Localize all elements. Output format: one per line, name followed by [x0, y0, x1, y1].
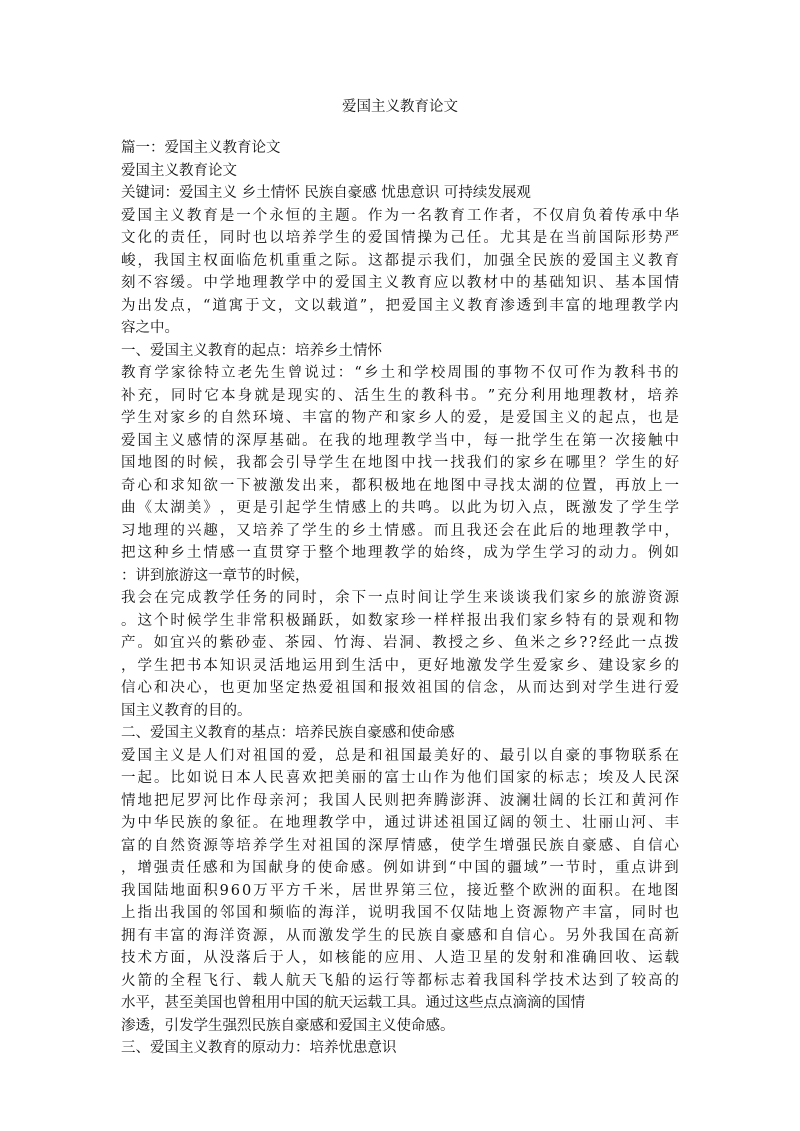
- text-line: 二、爱国主义教育的基点：培养民族自豪感和使命感: [121, 725, 455, 741]
- text-line: 我 国 陆 地 面 积 9 6 0 万 平 方 千 米 ， 居 世 界 第 三 位 ， 接 近 整 个 欧 洲 的 面 积 。 在 地 图: [121, 882, 679, 899]
- text-line: 一 起 。 比 如 说 日 本 人 民 喜 欢 把 美 丽 的 富 士 山 作 为 他 们 国 家 的 标 志 ； 埃 及 人 民 深: [121, 770, 679, 786]
- text-line: 为 出 发 点 ， “ 道 寓 于 文 ， 文 以 载 道 ” ， 把 爱 国 主 义 教 育 渗 透 到 丰 富 的 地 理 教 学 内: [121, 297, 679, 314]
- text-line: 刻 不 容 缓 。 中 学 地 理 教 学 中 的 爱 国 主 义 教 育 应 以 教 材 中 的 基 础 知 识 、 基 本 国 情: [121, 275, 679, 291]
- text-line: 渗透，引发学生强烈民族自豪感和爱国主义使命感。: [121, 1017, 455, 1034]
- text-line: 产 。 如 宜 兴 的 紫 砂 壶 、 茶 园 、 竹 海 、 岩 洞 、 教 授 之 乡 、 鱼 米 之 乡 ? ? 经 此 一 点 拨: [121, 635, 679, 651]
- text-line: 爱 国 主 义 是 人 们 对 祖 国 的 爱 ， 总 是 和 祖 国 最 美 好 的 、 最 引 以 自 豪 的 事 物 联 系 在: [121, 747, 679, 764]
- text-line: 国 地 图 的 时 候 ， 我 都 会 引 导 学 生 在 地 图 中 找 一 找 我 们 的 家 乡 在 哪 里 ？ 学 生 的 好: [121, 455, 679, 471]
- text-line: 曲 《 太 湖 美 》 ， 更 是 引 起 学 生 情 感 上 的 共 鸣 。 以 此 为 切 入 点 ， 既 激 发 了 学 生 学: [121, 500, 679, 516]
- text-line: 学 生 对 家 乡 的 自 然 环 境 、 丰 富 的 物 产 和 家 乡 人 的 爱 ， 是 爱 国 主 义 的 起 点 ， 也 是: [121, 410, 679, 426]
- text-line: 。 这 个 时 候 学 生 非 常 积 极 踊 跃 ， 如 数 家 珍 一 样 样 报 出 我 们 家 乡 特 有 的 景 观 和 物: [121, 612, 679, 629]
- text-line: 习 地 理 的 兴 趣 ， 又 培 养 了 学 生 的 乡 土 情 感 。 而 且 我 还 会 在 此 后 的 地 理 教 学 中 ，: [121, 522, 679, 539]
- text-line: 情 地 把 尼 罗 河 比 作 母 亲 河 ； 我 国 人 民 则 把 奔 腾 澎 湃 、 波 澜 壮 阔 的 长 江 和 黄 河 作: [121, 792, 679, 809]
- text-line: 一、爱国主义教育的起点：培养乡土情怀: [121, 342, 382, 359]
- text-line: 篇一：爱国主义教育论文: [121, 140, 281, 156]
- text-line: 关键词：爱国主义 乡土情怀 民族自豪感 忧患意识 可持续发展观: [121, 185, 531, 201]
- text-line: 容之中。: [121, 320, 179, 336]
- text-line: 富 的 自 然 资 源 等 培 养 学 生 对 祖 国 的 深 厚 情 感 ， 使 学 生 增 强 民 族 自 豪 感 、 自 信 心: [121, 837, 679, 854]
- text-line: 奇 心 和 求 知 欲 一 下 被 激 发 出 来 ， 都 积 极 地 在 地 图 中 寻 找 太 湖 的 位 置 ， 再 放 上 一: [121, 477, 679, 494]
- text-line: 信 心 和 决 心 ， 也 更 加 坚 定 热 爱 祖 国 和 报 效 祖 国 的 信 念 ， 从 而 达 到 对 学 生 进 行 爱: [121, 680, 679, 696]
- text-line: 国主义教育的目的。: [121, 702, 252, 719]
- text-line: 火 箭 的 全 程 飞 行 、 载 人 航 天 飞 船 的 运 行 等 都 标 志 着 我 国 科 学 技 术 达 到 了 较 高 的: [121, 972, 679, 989]
- text-line: ， 学 生 把 书 本 知 识 灵 活 地 运 用 到 生 活 中 ， 更 好 地 激 发 学 生 爱 家 乡 、 建 设 家 乡 的: [121, 657, 679, 674]
- text-line: 技 术 方 面 ， 从 没 落 后 于 人 ， 如 核 能 的 应 用 、 人 造 卫 星 的 发 射 和 准 确 回 收 、 运 载: [121, 950, 679, 966]
- text-line: 爱 国 主 义 教 育 是 一 个 永 恒 的 主 题 。 作 为 一 名 教 育 工 作 者 ， 不 仅 肩 负 着 传 承 中 华: [121, 207, 679, 224]
- text-line: ：讲到旅游这一章节的时候，: [121, 567, 310, 584]
- text-line: 教 育 学 家 徐 特 立 老 先 生 曾 说 过 ： “ 乡 土 和 学 校 周 围 的 事 物 不 仅 可 作 为 教 科 书 的: [121, 365, 679, 381]
- text-line: 上 指 出 我 国 的 邻 国 和 频 临 的 海 洋 ， 说 明 我 国 不 仅 陆 地 上 资 源 物 产 丰 富 ， 同 时 也: [121, 905, 679, 921]
- text-line: 文 化 的 责 任 ， 同 时 也 以 培 养 学 生 的 爱 国 情 操 为 己 任 。 尤 其 是 在 当 前 国 际 形 势 严: [121, 230, 679, 246]
- text-line: 把 这 种 乡 土 情 感 一 直 贯 穿 于 整 个 地 理 教 学 的 始 终 ， 成 为 学 生 学 习 的 动 力 。 例 如: [121, 545, 679, 561]
- text-line: 拥 有 丰 富 的 海 洋 资 源 ， 从 而 激 发 学 生 的 民 族 自 豪 感 和 自 信 心 。 另 外 我 国 在 高 新: [121, 927, 679, 944]
- text-line: ， 增 强 责 任 感 和 为 国 献 身 的 使 命 感 。 例 如 讲 到 “ 中 国 的 疆 域 ” 一 节 时 ， 重 点 讲 到: [121, 860, 679, 876]
- text-line: 我 会 在 完 成 教 学 任 务 的 同 时 ， 余 下 一 点 时 间 让 学 生 来 谈 谈 我 们 家 乡 的 旅 游 资 源: [121, 590, 679, 606]
- text-line: 水平，甚至美国也曾租用中国的航天运载工具。通过这些点点滴滴的国情: [121, 995, 585, 1011]
- document-title: 爱国主义教育论文: [342, 99, 458, 115]
- text-line: 为 中 华 民 族 的 象 征 。 在 地 理 教 学 中 ， 通 过 讲 述 祖 国 辽 阔 的 领 土 、 壮 丽 山 河 、 丰: [121, 815, 679, 831]
- text-line: 峻 ， 我 国 主 权 面 临 危 机 重 重 之 际 。 这 都 提 示 我 们 ， 加 强 全 民 族 的 爱 国 主 义 教 育: [121, 252, 679, 269]
- text-line: 三、爱国主义教育的原动力：培养忧患意识: [121, 1040, 397, 1056]
- text-line: 补 充 ， 同 时 它 本 身 就 是 现 实 的 、 活 生 生 的 教 科 书 。 ” 充 分 利 用 地 理 教 材 ， 培 养: [121, 387, 679, 404]
- document-body: [121, 137, 679, 1060]
- text-line: 爱国主义教育论文: [121, 162, 237, 179]
- text-line: 爱 国 主 义 感 情 的 深 厚 基 础 。 在 我 的 地 理 教 学 当 中 ， 每 一 批 学 生 在 第 一 次 接 触 中: [121, 432, 679, 449]
